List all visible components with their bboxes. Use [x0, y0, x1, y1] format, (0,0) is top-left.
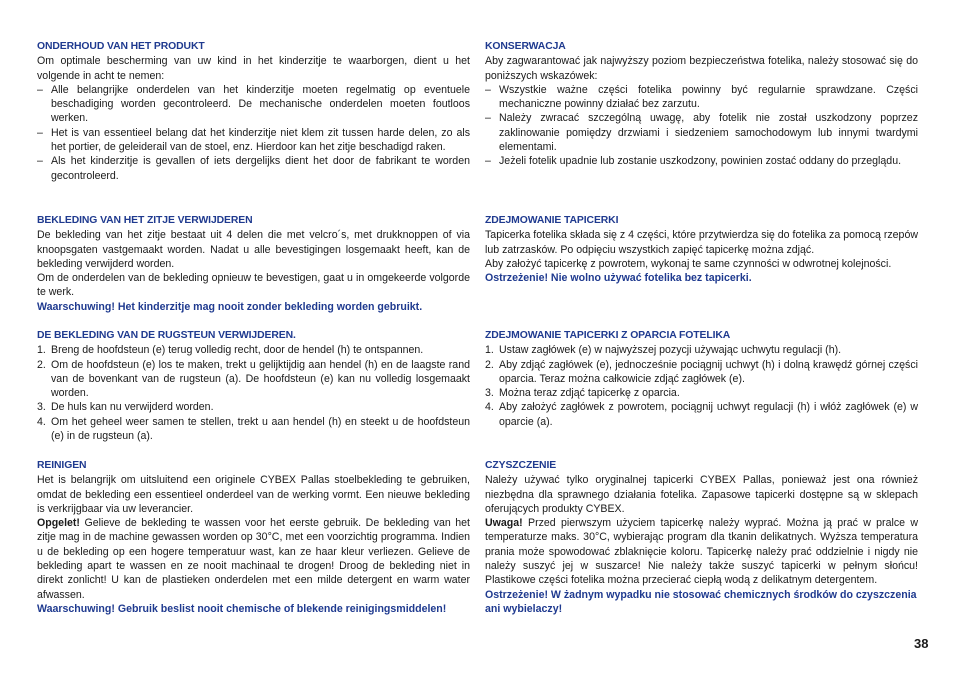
dash-marker: –	[37, 83, 43, 96]
section-bekleding-zitje	[37, 214, 470, 329]
number-marker: 1.	[485, 344, 494, 357]
section-paragraph: Należy używać tylko oryginalnej tapicerki CYBEX Pallas, ponieważ jest ona również niezbędna dla sprawnego działania fotelika. Zapasowe tapicerki dostępne są w sklepach oferujących produkty CYBEX.	[485, 474, 918, 515]
dash-marker: –	[37, 155, 43, 168]
list-item	[485, 111, 918, 154]
list-item	[485, 343, 918, 357]
list-item-text: Ustaw zagłówek (e) w najwyższej pozycji używając uchwytu regulacji (h).	[499, 344, 842, 357]
list-item-text: Als het kinderzitje is gevallen of iets dergelijks dient het door de fabrikant te worden gecontroleerd.	[51, 155, 470, 182]
warning-text: Waarschuwing! Gebruik beslist nooit chemische of blekende reinigingsmiddelen!	[37, 602, 447, 615]
list-item	[37, 154, 470, 183]
dash-marker: –	[485, 155, 491, 168]
section-heading: ONDERHOUD VAN HET PRODUKT	[37, 41, 205, 52]
list-item-text: De huls kan nu verwijderd worden.	[51, 401, 214, 414]
section-bekleding-rugsteun	[37, 329, 470, 459]
list-item	[485, 83, 918, 112]
list-item	[37, 415, 470, 444]
section-konserwacja	[485, 40, 918, 214]
number-marker: 4.	[37, 415, 46, 428]
list-item	[485, 400, 918, 429]
list-item	[485, 154, 918, 168]
section-heading: ZDEJMOWANIE TAPICERKI	[485, 215, 619, 226]
list-item	[485, 358, 918, 387]
section-zdejmowanie-tapicerki	[485, 214, 918, 329]
list-item-text: Om de hoofdsteun (e) los te maken, trekt u gelijktijdig aan hendel (h) en de laagste rand van de bovenkant van de rugsteun (a). De hoofdsteun (e) kan nu volledig losgemaakt worden.	[51, 358, 470, 400]
list-item-text: Aby zdjąć zagłówek (e), jednocześnie pociągnij uchwyt (h) i dolną krawędź górnej części oparcia. Teraz można całkowicie zdjąć zagłówek (e).	[499, 358, 918, 385]
list-item-text: Aby założyć zagłówek z powrotem, pociągnij uchwyt regulacji (h) i włóż zagłówek (e) w oparcie (a).	[499, 401, 918, 428]
number-marker: 4.	[485, 401, 494, 414]
section-paragraph: Het is belangrijk om uitsluitend een originele CYBEX Pallas stoelbekleding te gebruiken, omdat de bekleding een essentieel onderdeel van de werking vormt. Een nieuwe bekleding is verkrijgbaar via uw leverancier.	[37, 474, 470, 515]
section-heading: DE BEKLEDING VAN DE RUGSTEUN VERWIJDEREN.	[37, 330, 296, 341]
dash-marker: –	[485, 83, 491, 96]
caution-text: Gelieve de bekleding te wassen voor het eerste gebruik. De bekleding van het zitje mag in de machine gewassen worden op 30°C, met een voorzichtig programma. Indien u de bekleding op een hogere temperatuur wast, kan ze haar kleur verliezen. Gelieve de bekleding apart te wassen en ze nooit machinaal te drogen! Droog de bekleding niet in direkt zonlicht! U kan de plastieken onderdelen met een milde detergent en warm water afwassen.	[37, 517, 470, 601]
caution-lead: Opgelet!	[37, 517, 80, 530]
warning-text: Ostrzeżenie! Nie wolno używać fotelika bez tapicerki.	[485, 272, 752, 285]
section-czyszczenie	[485, 459, 918, 616]
caution-lead: Uwaga!	[485, 517, 523, 530]
list-item-text: Breng de hoofdsteun (e) terug volledig recht, door de hendel (h) te ontspannen.	[51, 344, 424, 357]
dash-list	[37, 83, 470, 183]
section-paragraph	[37, 516, 470, 602]
section-onderhoud	[37, 40, 470, 214]
number-marker: 2.	[485, 358, 494, 371]
left-column	[37, 40, 470, 616]
numbered-list	[37, 343, 470, 443]
list-item-text: Należy zwracać szczególną uwagę, aby fotelik nie został uszkodzony poprzez zaklinowanie pomiędzy drzwiami i siedzeniem samochodowym lub innymi twardymi elementami.	[499, 112, 918, 154]
list-item	[485, 386, 918, 400]
list-item-text: Jeżeli fotelik upadnie lub zostanie uszkodzony, powinien zostać oddany do przeglądu.	[499, 155, 902, 168]
section-paragraph: Aby założyć tapicerkę z powrotem, wykonaj te same czynności w odwrotnej kolejności.	[485, 257, 892, 270]
list-item-text: Het is van essentieel belang dat het kinderzitje niet klem zit tussen harde delen, zo als het portier, de geleiderail van de stoel, enz. Hierdoor kan het zitje beschadigd raken.	[51, 126, 470, 154]
list-item-text: Wszystkie ważne części fotelika powinny być regularnie sprawdzane. Części mechaniczne powinny działać bez zarzutu.	[499, 83, 918, 111]
dash-marker: –	[37, 126, 43, 139]
section-intro: Aby zagwarantować jak najwyższy poziom bezpieczeństwa fotelika, należy stosować się do poniższych wskazówek:	[485, 55, 918, 82]
section-reinigen	[37, 459, 470, 616]
right-column	[485, 40, 918, 616]
dash-marker: –	[485, 112, 491, 125]
number-marker: 3.	[485, 387, 494, 400]
section-heading: ZDEJMOWANIE TAPICERKI Z OPARCIA FOTELIKA	[485, 330, 731, 341]
section-heading: REINIGEN	[37, 460, 87, 471]
section-heading: BEKLEDING VAN HET ZITJE VERWIJDEREN	[37, 215, 253, 226]
numbered-list	[485, 343, 918, 429]
section-tapicerka-oparcia	[485, 329, 918, 459]
list-item	[37, 400, 470, 414]
section-paragraph: De bekleding van het zitje bestaat uit 4 delen die met velcro´s, met drukknoppen of via knoopsgaten vastgemaakt worden. Nadat u alle bevestigingen losgemaakt heeft, kan de bekleding verwijderd worden.	[37, 229, 470, 270]
list-item	[37, 126, 470, 155]
number-marker: 3.	[37, 401, 46, 414]
list-item	[37, 83, 470, 126]
section-paragraph: Tapicerka fotelika składa się z 4 części, które przytwierdza się do fotelika za pomocą rzepów lub zatrzasków. Po odpięciu wszystkich zapięć tapicerkę można zdjąć.	[485, 229, 918, 256]
list-item	[37, 343, 470, 357]
warning-text: Ostrzeżenie! W żadnym wypadku nie stosować chemicznych środków do czyszczenia ani wybielaczy!	[485, 588, 917, 615]
section-paragraph: Om de onderdelen van de bekleding opnieuw te bevestigen, gaat u in omgekeerde volgorde te werk.	[37, 272, 470, 299]
list-item-text: Alle belangrijke onderdelen van het kinderzitje moeten regelmatig op eventuele beschadiging worden gecontroleerd. De mechanische onderdelen moeten foutloos werken.	[51, 83, 470, 125]
warning-text: Waarschuwing! Het kinderzitje mag nooit zonder bekleding worden gebruikt.	[37, 300, 423, 313]
dash-list	[485, 83, 918, 169]
number-marker: 1.	[37, 344, 46, 357]
section-paragraph	[485, 516, 918, 587]
number-marker: 2.	[37, 358, 46, 371]
section-intro: Om optimale bescherming van uw kind in het kinderzitje te waarborgen, dient u het volgende in acht te nemen:	[37, 55, 470, 82]
list-item-text: Można teraz zdjąć tapicerkę z oparcia.	[499, 387, 680, 400]
caution-text: Przed pierwszym użyciem tapicerkę należy wyprać. Można ją prać w pralce w temperaturze maks. 30°C, wybierając program dla tkanin delikatnych. Wyższa temperatura prania może spowodować zblaknięcie koloru. Tapicerkę należy prać oddzielnie i nigdy nie należy suszyć jej w suszarce! Nie należy także suszyć tapicerki w pełnym słońcu! Plastikowe części fotelika można przecierać ciepłą wodą z delikatnym detergentem.	[485, 517, 918, 587]
list-item	[37, 358, 470, 401]
page-number: 38	[914, 636, 929, 651]
section-heading: CZYSZCZENIE	[485, 460, 557, 471]
section-heading: KONSERWACJA	[485, 41, 566, 52]
list-item-text: Om het geheel weer samen te stellen, trekt u aan hendel (h) en steekt u de hoofdsteun (e) in de rugsteun (a).	[51, 415, 470, 443]
